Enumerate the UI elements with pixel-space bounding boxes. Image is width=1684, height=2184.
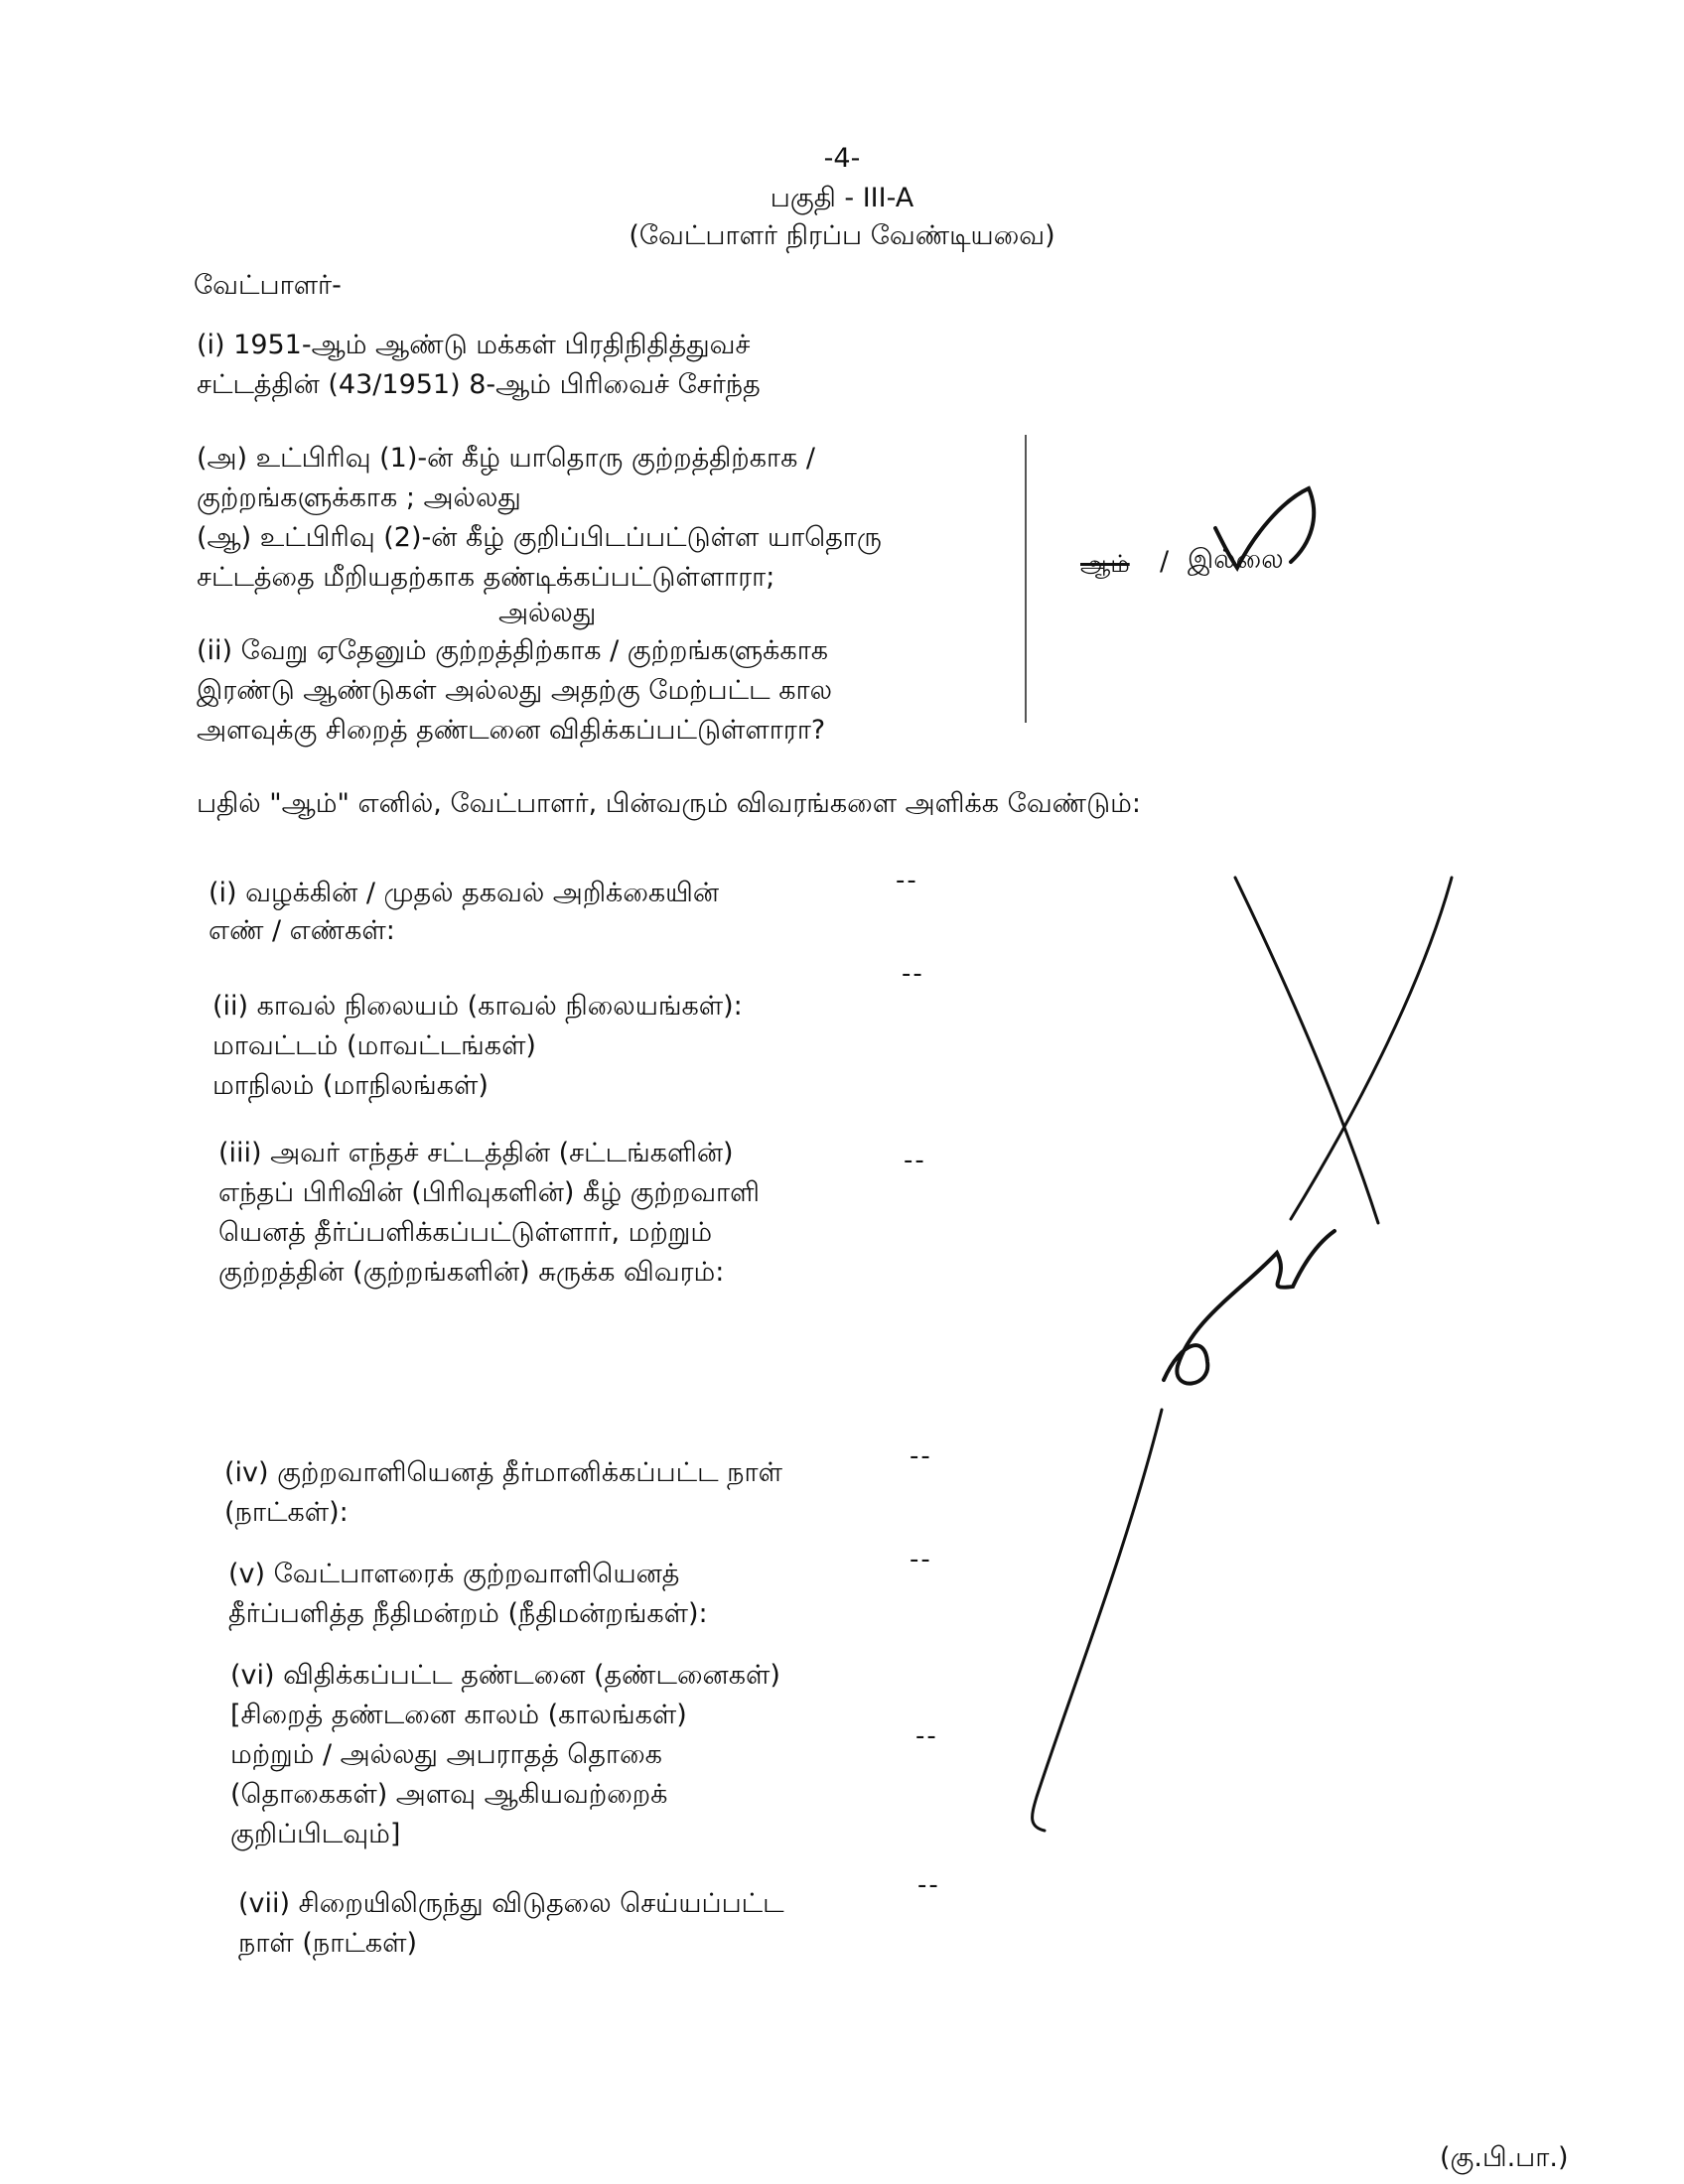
answer-separator: / [1160,546,1170,577]
detail-4-line1: (iv) குற்றவாளியெனத் தீர்மானிக்கப்பட்ட நாள் [224,1457,782,1488]
intro-label: வேட்பாளர்- [194,270,342,301]
signature-icon [1164,1231,1334,1384]
question-aa-line2: சட்டத்தை மீறியதற்காக தண்டிக்கப்பட்டுள்ளாரா; [197,562,775,593]
arrow-line-icon [1291,878,1452,1219]
answer-no: இல்லை [1188,544,1284,575]
detail-6-line5: குறிப்பிடவும்] [230,1819,401,1849]
detail-5-value: -- [910,1545,932,1574]
tick-mark-icon [1215,488,1314,568]
detail-3-value: -- [904,1146,926,1175]
part-subtitle: (வேட்பாளர் நிரப்ப வேண்டியவை) [629,220,1055,251]
question-i-line2: சட்டத்தின் (43/1951) 8-ஆம் பிரிவைச் சேர்ந்த [197,369,761,400]
detail-5-line1: (v) வேட்பாளரைக் குற்றவாளியெனத் [228,1559,680,1589]
question-ii-line2: இரண்டு ஆண்டுகள் அல்லது அதற்கு மேற்பட்ட கால [197,675,832,706]
detail-2-value: -- [902,959,924,989]
detail-3-line4: குற்றத்தின் (குற்றங்களின்) சுருக்க விவரம்: [218,1257,725,1288]
long-stroke-icon [1033,1410,1162,1831]
detail-6-line3: மற்றும் / அல்லது அபராதத் தொகை [230,1739,662,1770]
question-a-line1: (அ) உட்பிரிவு (1)-ன் கீழ் யாதொரு குற்றத்திற்காக / [197,443,816,474]
question-or: அல்லது [498,598,597,628]
detail-4-line2: (நாட்கள்): [224,1497,349,1528]
part-title: பகுதி - III-A [770,183,914,213]
question-ii-line3: அளவுக்கு சிறைத் தண்டனை விதிக்கப்பட்டுள்ளாரா? [197,715,826,746]
question-i-line1: (i) 1951-ஆம் ஆண்டு மக்கள் பிரதிநிதித்துவச் [197,330,751,360]
detail-4-value: -- [910,1441,932,1471]
detail-2-line3: மாநிலம் (மாநிலங்கள்) [212,1070,489,1101]
if-yes-instruction: பதில் "ஆம்" எனில், வேட்பாளர், பின்வரும் விவரங்களை அளிக்க வேண்டும்: [197,788,1141,819]
detail-1-line1: (i) வழக்கின் / முதல் தகவல் அறிக்கையின் [209,878,720,908]
page-number: -4- [823,143,861,174]
detail-6-line2: [சிறைத் தண்டனை காலம் (காலங்கள்) [230,1700,687,1730]
detail-7-value: -- [917,1870,940,1900]
detail-6-line1: (vi) விதிக்கப்பட்ட தண்டனை (தண்டனைகள்) [230,1660,780,1691]
detail-6-line4: (தொகைகள்) அளவு ஆகியவற்றைக் [230,1779,668,1810]
question-aa-line1: (ஆ) உட்பிரிவு (2)-ன் கீழ் குறிப்பிடப்பட்டுள்ள யாதொரு [197,522,882,553]
strike-line-icon [1235,878,1378,1223]
footer-note: (கு.பி.பா.) [1440,2142,1569,2173]
detail-2-line2: மாவட்டம் (மாவட்டங்கள்) [212,1030,536,1061]
detail-1-value: -- [896,866,918,895]
detail-5-line2: தீர்ப்பளித்த நீதிமன்றம் (நீதிமன்றங்கள்): [228,1598,708,1629]
question-a-line2: குற்றங்களுக்காக ; அல்லது [197,482,521,513]
detail-3-line1: (iii) அவர் எந்தச் சட்டத்தின் (சட்டங்களின்) [218,1138,734,1168]
detail-7-line1: (vii) சிறையிலிருந்து விடுதலை செய்யப்பட்ட [238,1888,784,1919]
detail-6-value: -- [915,1721,938,1751]
question-ii-line1: (ii) வேறு ஏதேனும் குற்றத்திற்காக / குற்றங்களுக்காக [197,635,829,666]
answer-yes: ஆம் [1080,550,1130,578]
detail-7-line2: நாள் (நாட்கள்) [238,1928,417,1959]
detail-2-line1: (ii) காவல் நிலையம் (காவல் நிலையங்கள்): [212,991,743,1022]
detail-1-line2: எண் / எண்கள்: [209,915,395,946]
detail-3-line3: யெனத் தீர்ப்பளிக்கப்பட்டுள்ளார், மற்றும் [218,1217,713,1248]
detail-3-line2: எந்தப் பிரிவின் (பிரிவுகளின்) கீழ் குற்றவாளி [218,1177,761,1208]
